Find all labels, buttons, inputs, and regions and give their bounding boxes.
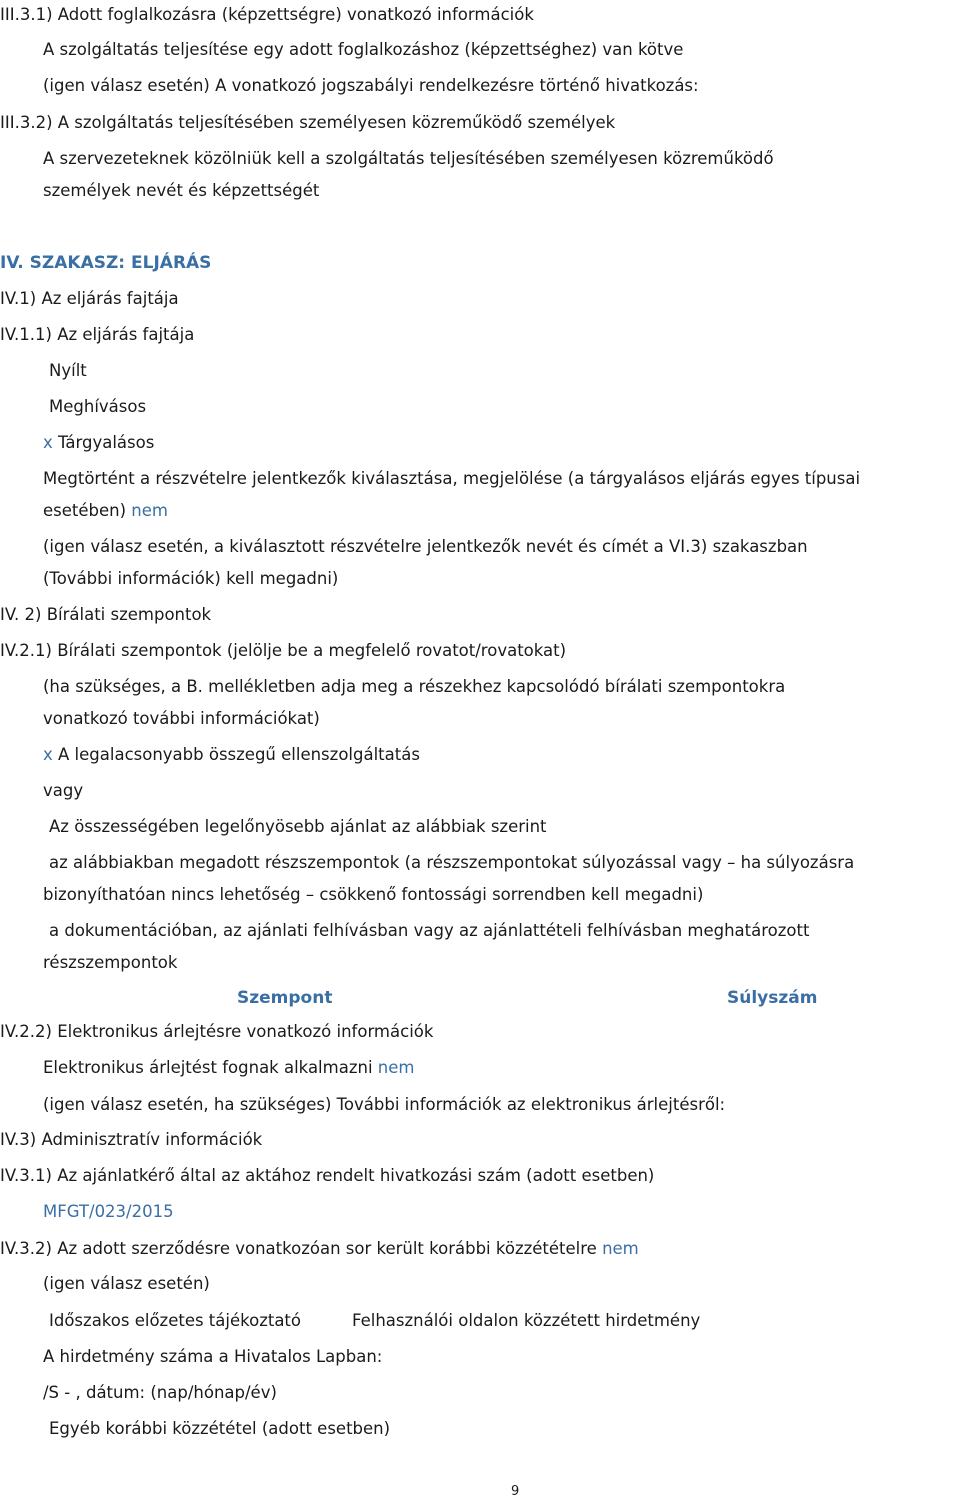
personnel-line-2: személyek nevét és képzettségét [43, 181, 320, 200]
notice-number-label: A hirdetmény száma a Hivatalos Lapban: [43, 1347, 383, 1366]
option-nyilt: Nyílt [49, 361, 87, 380]
if-needed-line-2: vonatkozó további információkat) [43, 709, 320, 728]
iv-3-1-title: IV.3.1) Az ajánlatkérő által az aktához rendelt hivatkozási szám (adott esetben) [0, 1166, 655, 1185]
e-auction-info-line: (igen válasz esetén, ha szükséges) További információk az elektronikus árlejtésről: [43, 1095, 726, 1114]
option-lowest-price-label: A legalacsonyabb összegű ellenszolgáltatás [58, 745, 420, 764]
if-yes-line-2: (További információk) kell megadni) [43, 569, 339, 588]
selection-done-value: nem [131, 501, 168, 520]
iv-2-title: IV. 2) Bírálati szempontok [0, 605, 212, 624]
if-yes-text: (igen válasz esetén) [43, 1274, 210, 1293]
subcriteria-line-1: az alábbiakban megadott részszempontok (a részszempontokat súlyozással vagy – ha súlyozásra [49, 853, 855, 872]
selected-mark: x [43, 745, 53, 764]
iv-2-2-title: IV.2.2) Elektronikus árlejtésre vonatkozó információk [0, 1022, 434, 1041]
option-lowest-price [43, 744, 420, 766]
iv-3-2-text: IV.3.2) Az adott szerződésre vonatkozóan sor került korábbi közzétételre [0, 1239, 597, 1258]
if-needed-line-1: (ha szükséges, a B. mellékletben adja meg a részekhez kapcsolódó bírálati szempontokra [43, 677, 786, 696]
e-auction-text: Elektronikus árlejtést fognak alkalmazni [43, 1058, 373, 1077]
reference-number: MFGT/023/2015 [43, 1202, 174, 1221]
occupation-bound-line: A szolgáltatás teljesítése egy adott foglalkozáshoz (képzettséghez) van kötve [43, 40, 684, 59]
documentation-line-1: a dokumentációban, az ajánlati felhívásban vagy az ajánlattételi felhívásban meghatározott [49, 921, 810, 940]
selection-done-line-1: Megtörtént a részvételre jelentkezők kiválasztása, megjelölése (a tárgyalásos eljárás egyes típusai [43, 469, 861, 488]
e-auction-value: nem [377, 1058, 415, 1077]
selected-mark: x [43, 433, 53, 452]
e-auction-line [43, 1057, 414, 1079]
column-weight: Súlyszám [727, 988, 818, 1008]
option-most-advantageous: Az összességében legelőnyösebb ajánlat az alábbiak szerint [49, 817, 547, 836]
other-publication: Egyéb korábbi közzététel (adott esetben) [49, 1419, 391, 1438]
page-number: 9 [511, 1484, 520, 1499]
personnel-line-1: A szervezeteknek közölniük kell a szolgáltatás teljesítésében személyesen közreműködő [43, 149, 774, 168]
option-periodic-notice: Időszakos előzetes tájékoztató [49, 1311, 301, 1330]
subcriteria-line-2: bizonyíthatóan nincs lehetőség – csökkenő fontossági sorrendben kell megadni) [43, 885, 704, 904]
documentation-line-2: részszempontok [43, 953, 178, 972]
section-iii-3-1-title: III.3.1) Adott foglalkozásra (képzettségre) vonatkozó információk [0, 5, 534, 24]
if-yes-line-1: (igen válasz esetén, a kiválasztott részvételre jelentkezők nevét és címét a VI.3) szakaszban [43, 537, 808, 556]
notice-date-line: /S - , dátum: (nap/hónap/év) [43, 1383, 277, 1402]
or-text: vagy [43, 781, 84, 800]
section-iii-3-2-title: III.3.2) A szolgáltatás teljesítésében személyesen közreműködő személyek [0, 113, 616, 132]
iv-2-1-title: IV.2.1) Bírálati szempontok (jelölje be a megfelelő rovatot/rovatokat) [0, 641, 567, 660]
section-iv-heading: IV. SZAKASZ: ELJÁRÁS [0, 253, 212, 273]
iv-3-2-value: nem [602, 1239, 639, 1258]
iv-3-title: IV.3) Adminisztratív információk [0, 1130, 263, 1149]
iv-1-title: IV.1) Az eljárás fajtája [0, 289, 179, 308]
selection-done-text: esetében) [43, 501, 127, 520]
option-targyalasos-label: Tárgyalásos [58, 433, 155, 452]
iv-3-2-title [0, 1238, 639, 1260]
legal-reference-line: (igen válasz esetén) A vonatkozó jogszabályi rendelkezésre történő hivatkozás: [43, 76, 699, 95]
column-criterion: Szempont [237, 988, 333, 1008]
option-buyer-profile-notice: Felhasználói oldalon közzétett hirdetmény [352, 1311, 701, 1330]
selection-done-line-2 [43, 500, 168, 522]
option-meghivasos: Meghívásos [49, 397, 147, 416]
option-targyalasos [43, 432, 154, 454]
iv-1-1-title: IV.1.1) Az eljárás fajtája [0, 325, 195, 344]
